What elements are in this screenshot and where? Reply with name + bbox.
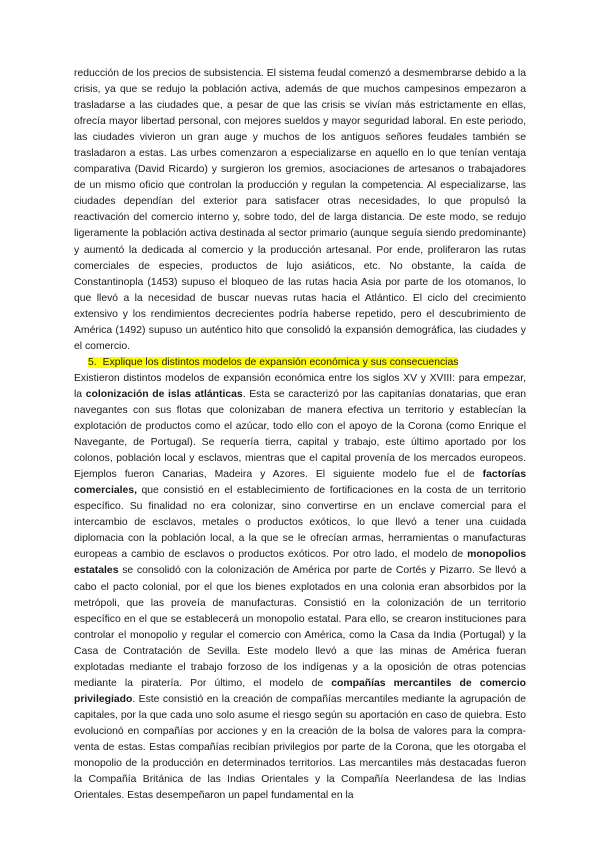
text-segment: Existieron distintos modelos de expansión económica entre los siglos XV y XVIII: para empezar, la — [74, 372, 526, 400]
text-segment: . Este consistió en la creación de compañías mercantiles mediante la agrupación de capitales, por la que cada uno solo asume el riesgo según su aportación en caso de quiebra. Esto evolucionó en compañías por acciones y en la creación de la bolsa de valores para la compra-venta de estas. Estas compañías recibían privilegios por parte de la Corona, que les otorgaba el monopolio de la producción en determinados territorios. Las mercantiles más destacadas fueron la Compañía Británica de las Indias Orientales y la Compañía Neerlandesa de las Indias Orientales. Estas desempeñaron un papel fundamental en la — [74, 693, 526, 802]
text-segment: que consistió en el establecimiento de fortificaciones en la costa de un territorio específico. Su finalidad no era colonizar, sino convertirse en un enclave comercial para el intercambio de esclavos, metales o productos exóticos, lo que llevó a tener una cuidada diplomacia con la población local, a la que se le ofrecían armas, herramientas o manufacturas europeas a cambio de esclavos o productos exóticos. Por otro lado, el modelo de — [74, 485, 526, 561]
bold-term: colonización de islas atlánticas — [85, 388, 243, 400]
paragraph-expansion-models — [74, 371, 526, 804]
text-segment: se consolidó con la colonización de América por parte de Cortés y Pizarro. Se llevó a cabo el pacto colonial, por el que los bienes explotados en una colonia eran absorbidos por la metrópoli, que las proveía de manufacturas. Consistió en la colonización de un territorio específico en el que se establecerá un monopolio estatal. Para ello, se crearon instituciones para controlar el monopolio y regular el comercio con América, como la Casa da India (Portugal) y la Casa de Contratación de Sevilla. Este modelo llevó a que las minas de América fueran explotadas mediante el trabajo forzoso de los indígenas y a la oposición de otras potencias mediante la piratería. Por último, el modelo de — [74, 565, 526, 689]
bold-term: compañías mercantiles de comercio privilegiado — [74, 677, 526, 705]
paragraph-crisis-feudal: reducción de los precios de subsistencia. El sistema feudal comenzó a desmembrarse debido a la crisis, ya que se redujo la población activa, además de que muchos campesinos empezaron a trasladarse a las ciudades que, a pesar de que las crisis se vivían más estrictamente en ellas, ofrecía mayor libertad personal, con mejores sueldos y mayor seguridad laboral. En este periodo, las ciudades vivieron un gran auge y muchos de los antiguos señores feudales también se trasladaron a estas. Las urbes comenzaron a especializarse en aquello en lo que tenían ventaja comparativa (David Ricardo) y surgieron los gremios, asociaciones de artesanos o trabajadores de un mismo oficio que controlan la producción y regulan la competencia. Al especializarse, las ciudades dependían del exterior para satisfacer otras necesidades, lo que propulsó la reactivación del comercio interno y, sobre todo, del de larga distancia. De este modo, se redujo ligeramente la población activa destinada al sector primario (aunque seguía siendo predominante) y aumentó la dedicada al comercio y la producción artesanal. Por ende, proliferaron las rutas comerciales de especies, productos de lujo asiáticos, etc. No obstante, la caída de Constantinopla (1453) supuso el bloqueo de las rutas hacia Asia por parte de los otomanos, lo que llevó a la necesidad de buscar nuevas rutas hacia el Atlántico. El ciclo del crecimiento extensivo y los rendimientos decrecientes podría haberse repetido, pero el descubrimiento de América (1492) supuso un auténtico hito que consolidó la expansión demográfica, las ciudades y el comercio. — [74, 68, 526, 352]
question-heading — [74, 355, 526, 371]
document-body — [74, 66, 526, 804]
question-text: Explique los distintos modelos de expansión económica y sus consecuencias — [102, 356, 459, 368]
question-number: 5. — [88, 356, 97, 368]
highlighted-question — [88, 357, 458, 368]
text-segment: . Esta se caracterizó por las capitanías donatarias, que eran navegantes con sus flotas que colonizaban de manera efectiva un territorio y establecían la explotación de productos como el azúcar, todo ello con el apoyo de la Corona (como Enrique el Navegante, de Portugal). Se requería tierra, capital y trabajo, este último aportado por los colonos, población local y esclavos, mientras que el capital provenía de los mercados europeos. Ejemplos fueron Canarias, Madeira y Azores. El siguiente modelo fue el de — [74, 388, 526, 481]
bold-term: factorías comerciales, — [74, 469, 526, 497]
bold-term: monopolios estatales — [74, 549, 526, 577]
